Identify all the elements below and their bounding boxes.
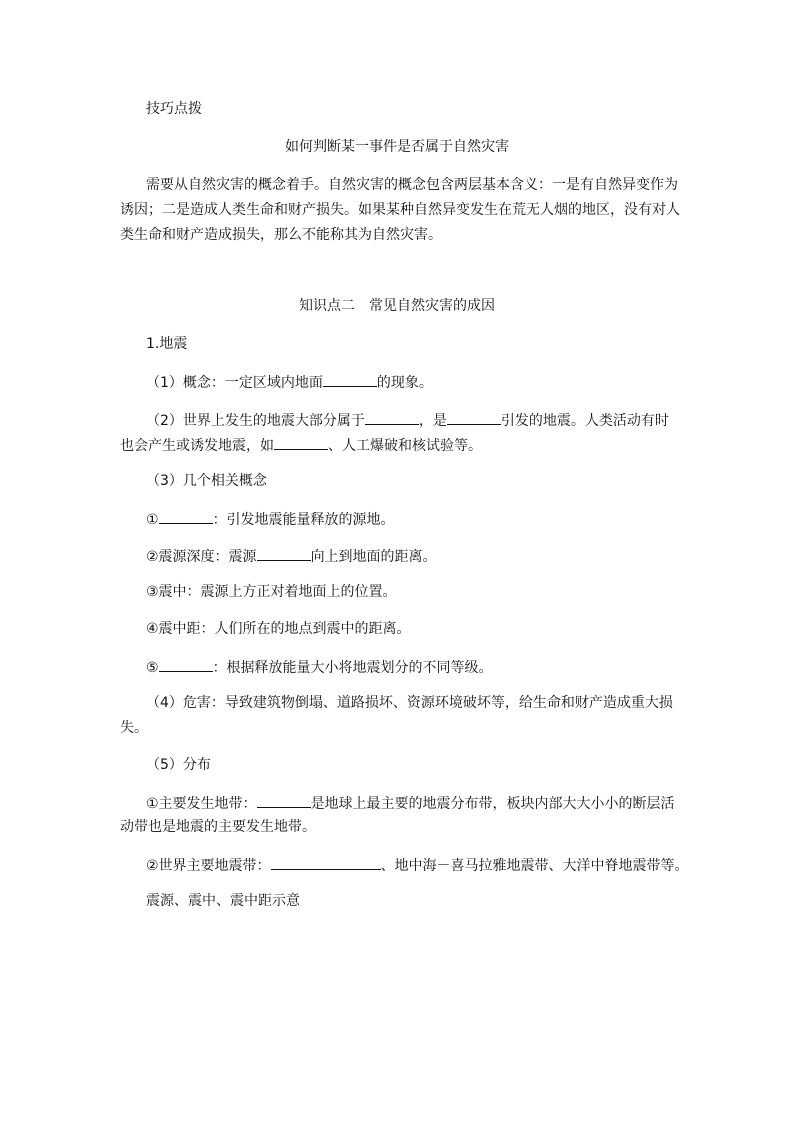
tip-title: 如何判断某一事件是否属于自然灾害 [285, 139, 509, 155]
related-1-text: ：引发地震能量释放的源地。 [212, 512, 395, 528]
cause-text-1: （2）世界上发生的地震大部分属于 [146, 413, 365, 429]
distribution-2-text-a: ②世界主要地震带： [146, 858, 271, 874]
harm-line-2: 失。 [120, 720, 148, 736]
related-3: ③震中：震源上方正对着地面上的位置。 [146, 584, 397, 600]
concept-prefix: （1）概念：一定区域内地面 [146, 375, 323, 391]
fill-blank[interactable] [271, 855, 381, 870]
fill-blank[interactable] [274, 435, 328, 450]
fill-blank[interactable] [365, 410, 419, 425]
tip-paragraph-line-1: 需要从自然灾害的概念着手。自然灾害的概念包含两层基本含义：一是有自然异变作为 [146, 177, 678, 193]
cause-text-4: 也会产生或诱发地震，如 [120, 438, 274, 454]
circle-number-1: ① [146, 512, 159, 528]
fill-blank[interactable] [257, 546, 311, 561]
cause-text-5: 、人工爆破和核试验等。 [328, 438, 482, 454]
related-1 [146, 509, 395, 529]
fill-blank[interactable] [447, 410, 501, 425]
diagram-caption: 震源、震中、震中距示意 [146, 893, 300, 909]
fill-blank[interactable] [257, 793, 311, 808]
related-2 [146, 546, 437, 566]
distribution-1-text-b: 是地球上最主要的地震分布带，板块内部大大小小的断层活 [310, 796, 675, 812]
distribution-heading: （5）分布 [146, 757, 211, 773]
earthquake-heading: 1.地震 [146, 336, 188, 352]
circle-number-5: ⑤ [146, 660, 159, 676]
cause-text-2: ，是 [418, 413, 447, 429]
related-4: ④震中距：人们所在的地点到震中的距离。 [146, 621, 411, 637]
cause-text-3: 引发的地震。人类活动有时 [500, 413, 669, 429]
distribution-1-text-a: ①主要发生地带： [146, 796, 257, 812]
concept-suffix: 的现象。 [376, 375, 433, 391]
tip-paragraph-line-3: 类生命和财产造成损失，那么不能称其为自然灾害。 [120, 227, 442, 243]
section-two-title: 知识点二 常见自然灾害的成因 [299, 298, 495, 314]
fill-blank[interactable] [159, 657, 213, 672]
distribution-2 [146, 855, 689, 875]
distribution-1-line-2: 动带也是地震的主要发生地带。 [120, 819, 316, 835]
distribution-2-text-b: 、地中海－喜马拉雅地震带、大洋中脊地震带等。 [380, 858, 689, 874]
distribution-1-line-1 [146, 793, 675, 813]
related-heading: （3）几个相关概念 [146, 473, 267, 489]
tip-heading: 技巧点拨 [146, 101, 202, 117]
related-2-text-a: ②震源深度：震源 [146, 549, 257, 565]
cause-line-1 [146, 410, 669, 430]
related-5 [146, 657, 493, 677]
tip-paragraph-line-2: 诱因；二是造成人类生命和财产损失。如果某种自然异变发生在荒无人烟的地区，没有对人 [120, 202, 680, 218]
cause-line-2 [120, 435, 482, 455]
related-5-text: ：根据释放能量大小将地震划分的不同等级。 [212, 660, 493, 676]
related-2-text-b: 向上到地面的距离。 [310, 549, 437, 565]
harm-line-1: （4）危害：导致建筑物倒塌、道路损坏、资源环境破坏等，给生命和财产造成重大损 [146, 695, 673, 711]
fill-blank[interactable] [159, 509, 213, 524]
concept-line [146, 372, 433, 392]
fill-blank[interactable] [323, 372, 377, 387]
